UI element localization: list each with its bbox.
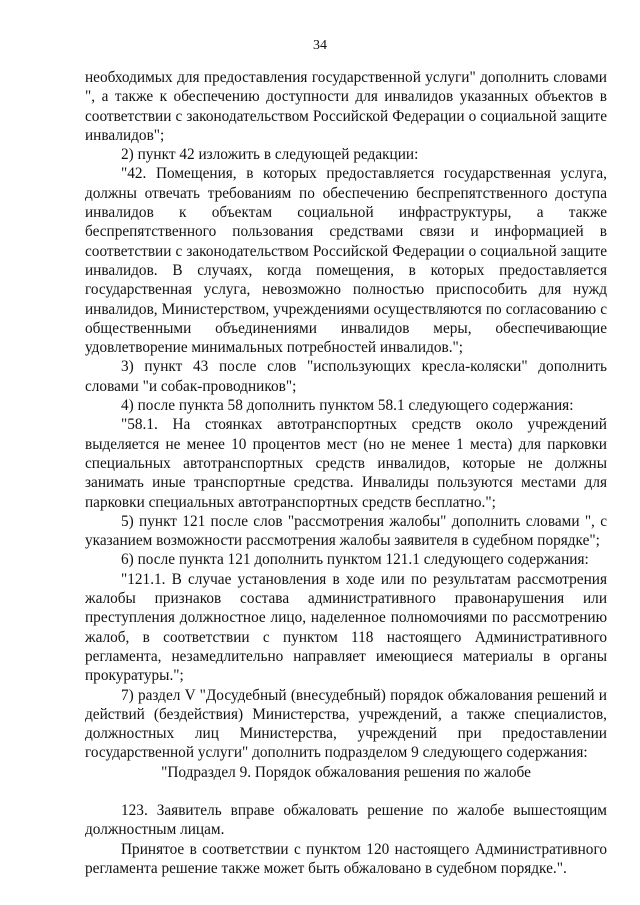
paragraph-final: Принятое в соответствии с пунктом 120 настоящего Административного регламента решение также может быть обжаловано в судебном порядке.".	[85, 840, 607, 877]
paragraph-item-2: 2) пункт 42 изложить в следующей редакции:	[121, 146, 419, 164]
subsection-heading: "Подраздел 9. Порядок обжалования решения по жалобе	[161, 763, 531, 781]
paragraph-clause-58-1: "58.1. На стоянках автотранспортных средств около учреждений выделяется не менее 10 процентов мест (но не менее 1 места) для парковки специальных автотранспортных средств инвалидов, которые не должны занимать иные транспортные средства. Инвалиды пользуются местами для парковки специальных автотранспортных средств бесплатно.";	[85, 416, 607, 511]
blank-line	[85, 782, 607, 801]
paragraph-item-3: 3) пункт 43 после слов "использующих кресла-коляски" дополнить словами "и собак-проводников";	[85, 358, 607, 395]
paragraph-clause-123: 123. Заявитель вправе обжаловать решение по жалобе вышестоящим должностным лицам.	[85, 801, 607, 839]
paragraph-item-7: 7) раздел V "Досудебный (внесудебный) порядок обжалования решений и действий (бездействия) Министерства, учреждений, а также специалистов, должностных лиц Министерства, учреждений при предоставлении государственной услуги" дополнить подразделом 9 следующего содержания:	[85, 686, 607, 762]
page-number: 34	[313, 38, 327, 53]
paragraph-item-6: 6) после пункта 121 дополнить пунктом 121.1 следующего содержания:	[121, 551, 589, 569]
paragraph-item-4: 4) после пункта 58 дополнить пунктом 58.1 следующего содержания:	[121, 397, 574, 415]
paragraph-clause-42: "42. Помещения, в которых предоставляется государственная услуга, должны отвечать требованиям по обеспечению беспрепятственного доступа инвалидов к объектам социальной инфраструктуры, а также беспрепятственного пользования средствами связи и информацией в соответствии с законодательством Российской Федерации о социальной защите инвалидов. В случаях, когда помещения, в которых предоставляется государственная услуга, невозможно полностью приспособить для нужд инвалидов, Министерством, учреждениями осуществляются по согласованию с общественными объединениями инвалидов меры, обеспечивающие удовлетворение минимальных потребностей инвалидов.";	[85, 165, 607, 357]
paragraph-continuation: необходимых для предоставления государственной услуги" дополнить словами ", а также к обеспечению доступности для инвалидов указанных объектов в соответствии с законодательством Российской Федерации о социальной защите инвалидов";	[85, 69, 607, 144]
paragraph-clause-121-1: "121.1. В случае установления в ходе или по результатам рассмотрения жалобы признаков состава административного правонарушения или преступления должностное лицо, наделенное полномочиями по рассмотрению жалоб, в соответствии с пунктом 118 настоящего Административного регламента, незамедлительно направляет имеющиеся материалы в органы прокуратуры.";	[85, 570, 607, 685]
document-body	[85, 68, 607, 878]
paragraph-item-5: 5) пункт 121 после слов "рассмотрения жалобы" дополнить словами ", с указанием возможности рассмотрения жалобы заявителя в судебном порядке";	[85, 512, 607, 550]
